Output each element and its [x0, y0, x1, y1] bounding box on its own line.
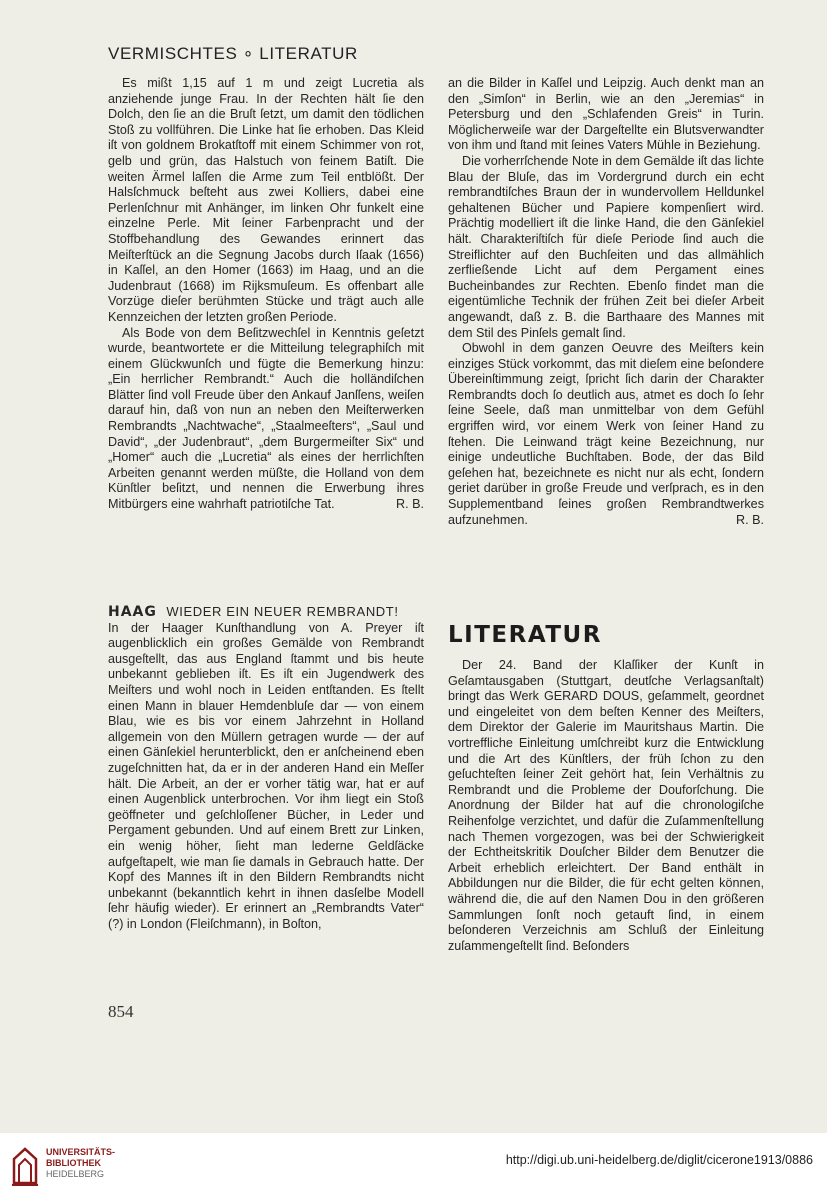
left-paragraph: Es mißt 1,15 auf 1 m und zeigt Lucretia als anziehende junge Frau. In der Rechten hält ſie den Dolch, den ſie an die Bruſt ſetzt, um damit den tödlichen Stoß zu vollführen. Die Linke hat ſie erhoben. Das Kleid iſt von goldnem Brokatſtoff mit einem Schimmer von rot, gelb und grün, das Halstuch von feinem Batiſt. Die weiten Ärmel laſſen die Arme zum Teil entblößt. Der Halsſchmuck beſteht aus zwei Kolliers, dabei eine Perlenſchnur mit Anhänger, im linken Ohr funkelt eine einzelne Perle. Mit ſeiner Farbenpracht und der Stoffbehandlung des Gewandes erinnert das Meiſterſtück an die Segnung Jacobs durch Iſaak (1656) in Kaſſel, an den Homer (1663) im Haag, und an die Judenbraut (1668) im Rijksmuſeum. Es offenbart alle Vorzüge dieſer berühmten Stücke und trägt auch alle Kennzeichen der letzten großen Periode. — [108, 76, 424, 324]
source-url-link[interactable]: http://digi.ub.uni-heidelberg.de/diglit/cicerone1913/0886 — [505, 1153, 813, 1167]
left-column — [108, 76, 424, 513]
section-heading: HAAG — [108, 604, 157, 620]
library-name[interactable] — [46, 1147, 115, 1180]
left-paragraph — [108, 326, 424, 513]
literatur-article — [448, 658, 764, 954]
footer-bar — [0, 1133, 827, 1201]
haag-article — [108, 604, 424, 932]
signature: R. B. — [396, 497, 424, 512]
haag-body: In der Haager Kunſthandlung von A. Preyer iſt augenblicklich ein großes Gemälde von Rembrandt ausgeſtellt, das aus England ſtammt und bis heute unbekannt geblieben iſt. Es iſt ein Jugendwerk des Meiſters und wohl noch in Leiden entſtanden. Es ſtellt einen Mann in blauer Hemdenbluſe dar — von einem Blau, wie es bis vor einem Jahrzehnt in Holland allgemein von den Müllern getragen wurde — der auf einen Gänſekiel herunterblickt, den er anſcheinend eben zugeſchnitten hat, da er in der anderen Hand ein Meſſer hält. Die Arbeit, an der er vorher tätig war, hat er auf einen Augenblick unterbrochen. Vor ihm liegt ein Stoß geöffneter und geſchloſſener Bücher, in Leder und Pergament gebunden. Und auf einem Brett zur Linken, ein wenig höher, ſieht man lederne Geldſäcke aufgeſtapelt, wie man ſie damals in Gebrauch hatte. Der Kopf des Mannes iſt in den Bildern Rembrandts nicht unbekannt (bekanntlich kehrt in ihnen dasſelbe Modell ſehr häufig wieder). Er erinnert an „Rembrandts Vater“ (?) in London (Fleiſchmann), in Boſton, — [108, 620, 424, 931]
left-paragraph-text: Als Bode von dem Beſitzwechſel in Kenntnis geſetzt wurde, beantwortete er die Mitteilung telegraphiſch mit einem Glückwunſch und fügte die Bemerkung hinzu: „Ein herrlicher Rembrandt.“ Auch die holländiſchen Blätter ſind voll Freude über den Ankauf Janſſens, weiſen darauf hin, daß von nun an neben den Meiſterwerken Rembrandts „Nachtwache“, „Staalmeeſters“, „Saul und David“, „der Judenbraut“, „dem Burgermeiſter Six“ und „Homer“ auch die „Lucretia“ als eines der herrlichſten Arbeiten genannt werden müßte, die Holland von dem Künſtler beſitzt, und nennen die Erwerbung ihres Mitbürgers eine wahrhaft patriotiſche Tat. — [108, 325, 424, 512]
right-paragraph: Die vorherrſchende Note in dem Gemälde iſt das lichte Blau der Bluſe, das im Vordergrund durch ein echt rembrandtiſches Braun der in wundervollem Helldunkel gehaltenen Bücher und Papiere kompenſiert wird. Prächtig modelliert iſt die linke Hand, die den Gänſekiel hält. Charakteriſtiſch für dieſe Periode ſind auch die Streiflichter auf den Buchſeiten und das allmählich zerfließende Licht auf dem Pergament eines Bucheinbandes zur Rechten. Ebenſo findet man die eigentümliche Technik der frühen Zeit bei dieſer Arbeit angewandt, daß z. B. die Barthaare des Mannes mit dem Stil des Pinſels gemalt ſind. — [448, 153, 764, 340]
library-line: UNIVERSITÄTS- — [46, 1147, 116, 1157]
literatur-title: LITERATUR — [448, 622, 602, 648]
library-line: BIBLIOTHEK — [46, 1158, 101, 1168]
right-column — [448, 76, 764, 528]
literatur-body: Der 24. Band der Klaſſiker der Kunſt in Geſamtausgaben (Stuttgart, deutſche Verlagsanſtalt) bringt das Werk GERARD DOUS, geſammelt, geordnet und eingeleitet von dem beſten Kenner des Meiſters, dem Direktor der Galerie im Mauritshaus Martin. Die vortreffliche Einleitung umſchreibt kurz die Entwicklung und die Art des Künſtlers, der früh ſchon zu den geſuchteſten ſeiner Zeit gehört hat, ſein Verhältnis zu Rembrandt und die Probleme der Douforſchung. Die Anordnung der Bilder hat auf die chronologiſche Reihenfolge verzichtet, und dafür die Zuſammenſtellung nach Themen vorgezogen, was bei der Schwierigkeit der Echtheitskritik Douſcher Bilder dem Benutzer die Arbeit erheblich erleichtert. Der Band enthält in Abbildungen nur die Bilder, die für echt gelten können, während die, die auf den Namen Dou in den größeren Sammlungen ſonſt noch getauft ſind, in einem beſonderen Verzeichnis am Schluß der Einleitung zuſammengeſtellt ſind. Beſonders — [448, 658, 764, 953]
right-paragraph: an die Bilder in Kaſſel und Leipzig. Auch denkt man an den „Simſon“ in Berlin, wie an den „Jeremias“ in Petersburg und den „Schlafenden Greis“ in Turin. Möglicherweiſe war der Dargeſtellte ein Blutsverwandter von ihm und ſtand mit ſeines Vaters Mühle in Beziehung. — [448, 76, 764, 153]
section-subheading: WIEDER EIN NEUER REMBRANDT! — [166, 604, 399, 619]
running-header: VERMISCHTES ∘ LITERATUR — [108, 44, 358, 63]
library-logo-icon[interactable] — [10, 1145, 40, 1189]
haag-heading-line — [108, 604, 424, 621]
signature: R. B. — [736, 512, 764, 527]
library-line: HEIDELBERG — [46, 1169, 105, 1179]
right-paragraph-text: Obwohl in dem ganzen Oeuvre des Meiſters kein einziges Stück vorkommt, das mit dieſem eine beſondere Übereinſtimmung zeigt, ſpricht ſich darin der Charakter Rembrandts doch ſo deutlich aus, atmet es doch ſo ſehr ſeine Seele, daß man unmittelbar von dem Gefühl ergriffen wird, vor einem Werk von ſeiner Hand zu ſtehen. Die Leinwand trägt keine Bezeichnung, nur einige undeutliche Buchſtaben. Bode, der das Bild geſehen hat, bezeichnete es nicht nur als echt, ſondern geriet darüber in große Freude und verſprach, es in den Supplementband ſeines großen Rembrandtwerkes aufzunehmen. — [448, 341, 764, 527]
page-number: 854 — [108, 1002, 134, 1021]
right-paragraph — [448, 341, 764, 528]
